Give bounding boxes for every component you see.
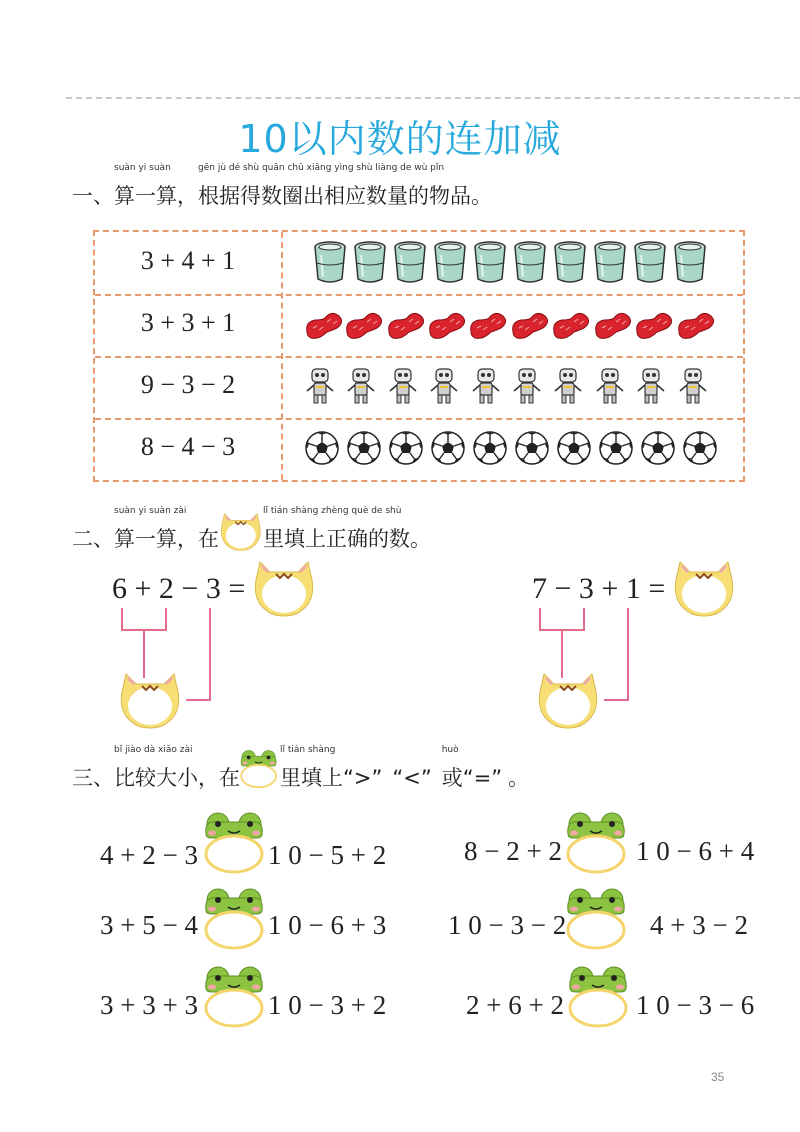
section1-heading-text: 根据得数圈出相应数量的物品。 [198, 184, 492, 208]
section2-heading-text: 里填上正确的数。 [263, 527, 431, 551]
table-row [95, 356, 743, 420]
table-row [95, 294, 743, 358]
soccer-ball-icons [295, 430, 735, 468]
compare-right-expr: 1 0 − 6 + 3 [268, 910, 387, 940]
compare-right-expr: 1 0 − 5 + 2 [268, 840, 387, 870]
pinyin: lǐ tián shàng zhèng què de shù [263, 506, 402, 516]
ball-row[interactable] [295, 430, 735, 468]
pinyin: gēn jù dé shù quān chū xiāng yìng shù liàng de wù pǐn [198, 163, 445, 173]
section3-heading-text: 或“=” [441, 766, 503, 790]
robot-icons [295, 364, 735, 408]
table-row [95, 418, 743, 480]
section1-number: 一、 [72, 184, 114, 208]
section3-heading-text: “<” [392, 766, 432, 790]
cat-frame-icon [219, 511, 263, 551]
answer-box-left[interactable] [252, 558, 316, 620]
compare-left-expr: 4 + 2 − 3 [100, 840, 198, 870]
compare-box[interactable] [566, 888, 628, 952]
pinyin: bǐ jiào dà xiǎo zài [114, 745, 193, 755]
expression: 8 − 4 − 3 [140, 432, 236, 461]
compare-right-expr: 1 0 − 6 + 4 [636, 836, 755, 866]
table-row [95, 232, 743, 296]
section3-heading [72, 745, 530, 792]
equation-right: 7 − 3 + 1 = [532, 572, 666, 605]
top-dashed-divider [66, 97, 800, 99]
compare-right-expr: 1 0 − 3 − 6 [636, 990, 755, 1020]
compare-box[interactable] [204, 888, 266, 952]
answer-box-right-intermediate[interactable] [536, 670, 600, 732]
page-number: 35 [711, 1070, 725, 1084]
compare-left-expr: 2 + 6 + 2 [466, 990, 564, 1020]
expression: 3 + 4 + 1 [140, 246, 236, 275]
compare-left-expr: 8 − 2 + 2 [464, 836, 562, 866]
compare-box[interactable] [204, 966, 266, 1030]
pinyin: suàn yi suàn zài [114, 506, 187, 516]
robot-row[interactable] [295, 364, 735, 408]
expression: 9 − 3 − 2 [140, 370, 236, 399]
items-table [93, 230, 745, 482]
compare-box[interactable] [204, 812, 266, 876]
cup-icons [295, 240, 735, 286]
compare-right-expr: 1 0 − 3 + 2 [268, 990, 387, 1020]
compare-left-expr: 1 0 − 3 − 2 [448, 910, 567, 940]
section2-heading-text: 算一算，在 [114, 527, 219, 551]
compare-box[interactable] [566, 812, 628, 876]
section1-heading [72, 163, 492, 210]
section3-heading-text: 比较大小，在 [114, 766, 240, 790]
answer-box-right[interactable] [672, 558, 736, 620]
compare-left-expr: 3 + 3 + 3 [100, 990, 198, 1020]
peanut-icons [295, 308, 735, 342]
peanut-row[interactable] [295, 308, 735, 342]
pinyin: suàn yi suàn [114, 163, 171, 173]
section2-heading [72, 506, 431, 553]
section1-heading-text: 算一算， [114, 184, 198, 208]
section3-heading-text: 。 [508, 766, 530, 790]
equation-left: 6 + 2 − 3 = [112, 572, 246, 605]
page-title: 10以内数的连加减 [238, 117, 562, 161]
section3-heading-text: 里填上“>” [280, 766, 383, 790]
section3-number: 三、 [72, 766, 114, 790]
compare-box[interactable] [568, 966, 630, 1030]
compare-right-expr: 4 + 3 − 2 [650, 910, 748, 940]
expression: 3 + 3 + 1 [140, 308, 236, 337]
answer-box-left-intermediate[interactable] [118, 670, 182, 732]
cup-row[interactable] [295, 240, 735, 286]
compare-left-expr: 3 + 5 − 4 [100, 910, 198, 940]
frog-frame-icon [240, 750, 280, 790]
section2-number: 二、 [72, 527, 114, 551]
pinyin: huò [441, 745, 459, 755]
pinyin: lǐ tián shàng [280, 745, 336, 755]
